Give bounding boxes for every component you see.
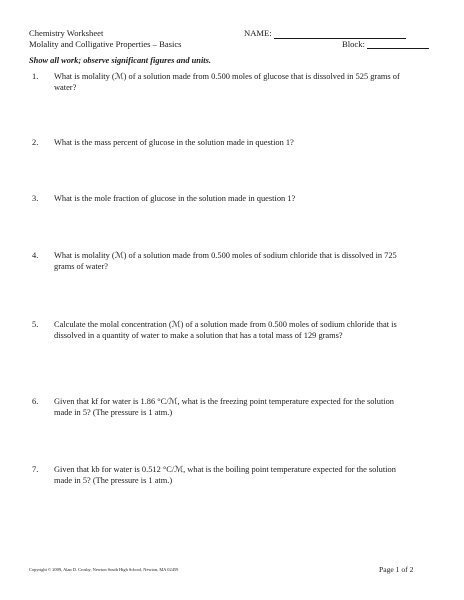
question-text: Calculate the molal concentration (ℳ) of a solution made from 0.500 moles of sodium chloride that is dissolved in a quantity of water to make a solution that has a total mass of 129 grams? [54,320,397,340]
question-text: What is molality (ℳ) of a solution made from 0.500 moles of glucose that is dissolved in 525 grams of water? [54,72,400,92]
question-text: What is the mole fraction of glucose in the solution made in question 1? [54,194,296,203]
name-section [244,28,444,39]
instructions: Show all work; observe significant figures and units. [29,56,211,65]
worksheet-subtitle: Molality and Colligative Properties – Basics [29,39,182,49]
question-number: 6. [32,397,39,406]
question-5 [32,320,412,341]
block-blank-line [367,39,429,49]
question-6 [32,397,412,418]
block-label: Block: [342,39,365,49]
question-text: Given that kb for water is 0.512 °C/ℳ, what is the boiling point temperature expected for the solution made in 5? (The pressure is 1 atm.) [54,465,396,485]
question-number: 5. [32,320,39,329]
question-2 [32,138,412,149]
page-number: Page 1 of 2 [379,565,414,574]
question-text: What is the mass percent of glucose in the solution made in question 1? [54,138,294,147]
question-3 [32,194,412,205]
name-blank-line [274,29,406,39]
copyright-notice: Copyright © 2009, Alan D. Crosby, Newton South High School, Newton, MA 02459 [29,567,179,572]
question-text: Given that kf for water is 1.86 °C/ℳ, what is the freezing point temperature expected for the solution made in 5? (The pressure is 1 atm.) [54,397,394,417]
question-7 [32,465,412,486]
name-label: NAME: [244,28,272,38]
question-text: What is molality (ℳ) of a solution made from 0.500 moles of sodium chloride that is dissolved in 725 grams of water? [54,251,397,271]
question-1 [32,72,412,93]
question-number: 3. [32,194,39,203]
question-number: 7. [32,465,39,474]
question-4 [32,251,412,272]
block-section [342,39,429,49]
question-number: 2. [32,138,39,147]
question-number: 1. [32,72,39,81]
question-number: 4. [32,251,39,260]
worksheet-title: Chemistry Worksheet [29,28,104,38]
worksheet-header [29,28,182,50]
